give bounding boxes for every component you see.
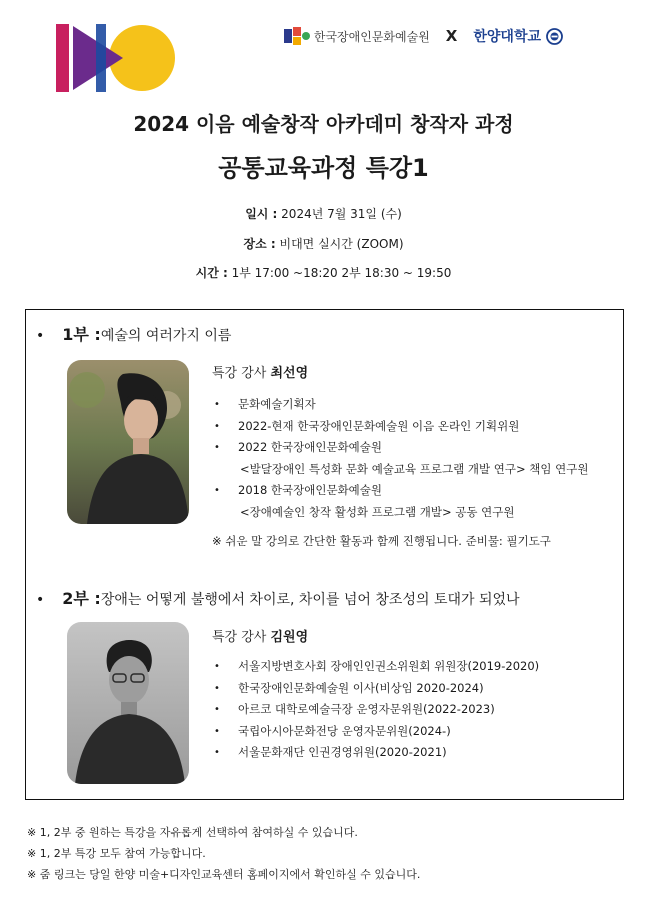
date-label: 일시 : xyxy=(245,207,278,221)
partner2-name: 한양대학교 xyxy=(473,29,541,45)
footnote-item: ※ 줌 링크는 당일 한양 미술+디자인교육센터 홈페이지에서 확인하실 수 있습니다. xyxy=(27,868,421,881)
part2-label: 2부 : xyxy=(62,589,101,608)
career-item: • 한국장애인문화예술원 이사(비상임 2020-2024) xyxy=(214,678,539,700)
part2-desc: 장애는 어떻게 불행에서 차이로, 차이를 넘어 창조성의 토대가 되었나 xyxy=(100,592,520,608)
place-label: 장소 : xyxy=(243,237,276,251)
partner-logos xyxy=(284,24,563,48)
career-item: • 2022 한국장애인문화예술원 xyxy=(214,437,588,459)
lecturer2-photo xyxy=(67,622,189,784)
lecturer1-prefix: 특강 강사 xyxy=(212,366,271,381)
part1-label: 1부 : xyxy=(62,325,101,344)
footnote-item: ※ 1, 2부 특강 모두 참여 가능합니다. xyxy=(27,847,206,860)
career-item: • 국립아시아문화전당 운영자문위원(2024-) xyxy=(214,721,539,743)
lecturer1-career-list xyxy=(214,394,588,523)
lecturer2-prefix: 특강 강사 xyxy=(212,630,271,645)
part1-bullet: • xyxy=(36,328,45,344)
career-item-detail: <발달장애인 특성화 문화 예술교육 프로그램 개발 연구> 책임 연구원 xyxy=(240,461,589,476)
lecturer1-name: 최선영 xyxy=(270,366,309,381)
hanyang-seal-icon xyxy=(546,28,563,45)
date-value: 2024년 7월 31일 (수) xyxy=(277,207,402,221)
time-value: 1부 17:00 ~18:20 2부 18:30 ~ 19:50 xyxy=(227,266,452,280)
arko-mark-icon xyxy=(284,27,310,45)
place-value: 비대면 실시간 (ZOOM) xyxy=(275,237,404,251)
ieum-logo xyxy=(56,24,176,94)
part1-note: ※ 쉬운 말 강의로 간단한 활동과 함께 진행됩니다. 준비물: 필기도구 xyxy=(212,534,551,548)
lecturer2-title xyxy=(212,626,308,645)
lecturer1-photo xyxy=(67,360,189,524)
part2-heading xyxy=(36,586,520,609)
footnote-item: ※ 1, 2부 중 원하는 특강을 자유롭게 선택하여 참여하실 수 있습니다. xyxy=(27,826,358,839)
part1-heading xyxy=(36,322,231,345)
arko-logo xyxy=(284,27,430,45)
partner-separator: X xyxy=(445,27,458,45)
title-line1: 2024 이음 예술창작 아카데미 창작자 과정 xyxy=(133,112,514,136)
partner1-name: 한국장애인문화예술원 xyxy=(313,29,430,44)
hanyang-logo xyxy=(473,26,563,46)
info-date xyxy=(0,205,647,222)
time-label: 시간 : xyxy=(195,266,228,280)
title-line2: 공통교육과정 특강1 xyxy=(218,154,429,182)
career-item: • 문화예술기획자 xyxy=(214,394,588,416)
info-time xyxy=(0,264,647,281)
lecturer1-title xyxy=(212,362,308,381)
career-item: • 2018 한국장애인문화예술원 xyxy=(214,480,588,502)
career-item-detail: <장애예술인 창작 활성화 프로그램 개발> 공동 연구원 xyxy=(240,504,515,519)
career-item: • 2022-현재 한국장애인문화예술원 이음 온라인 기획위원 xyxy=(214,416,588,438)
career-item: • 서울문화재단 인권경영위원(2020-2021) xyxy=(214,742,539,764)
footnotes xyxy=(27,822,420,885)
career-item: • 서울지방변호사회 장애인인권소위원회 위원장(2019-2020) xyxy=(214,656,539,678)
part2-bullet: • xyxy=(36,592,45,608)
lecturer2-name: 김원영 xyxy=(270,630,309,645)
lecturer2-career-list xyxy=(214,656,539,764)
part1-desc: 예술의 여러가지 이름 xyxy=(100,328,232,344)
info-place xyxy=(0,235,647,252)
career-item: • 아르코 대학로예술극장 운영자문위원(2022-2023) xyxy=(214,699,539,721)
